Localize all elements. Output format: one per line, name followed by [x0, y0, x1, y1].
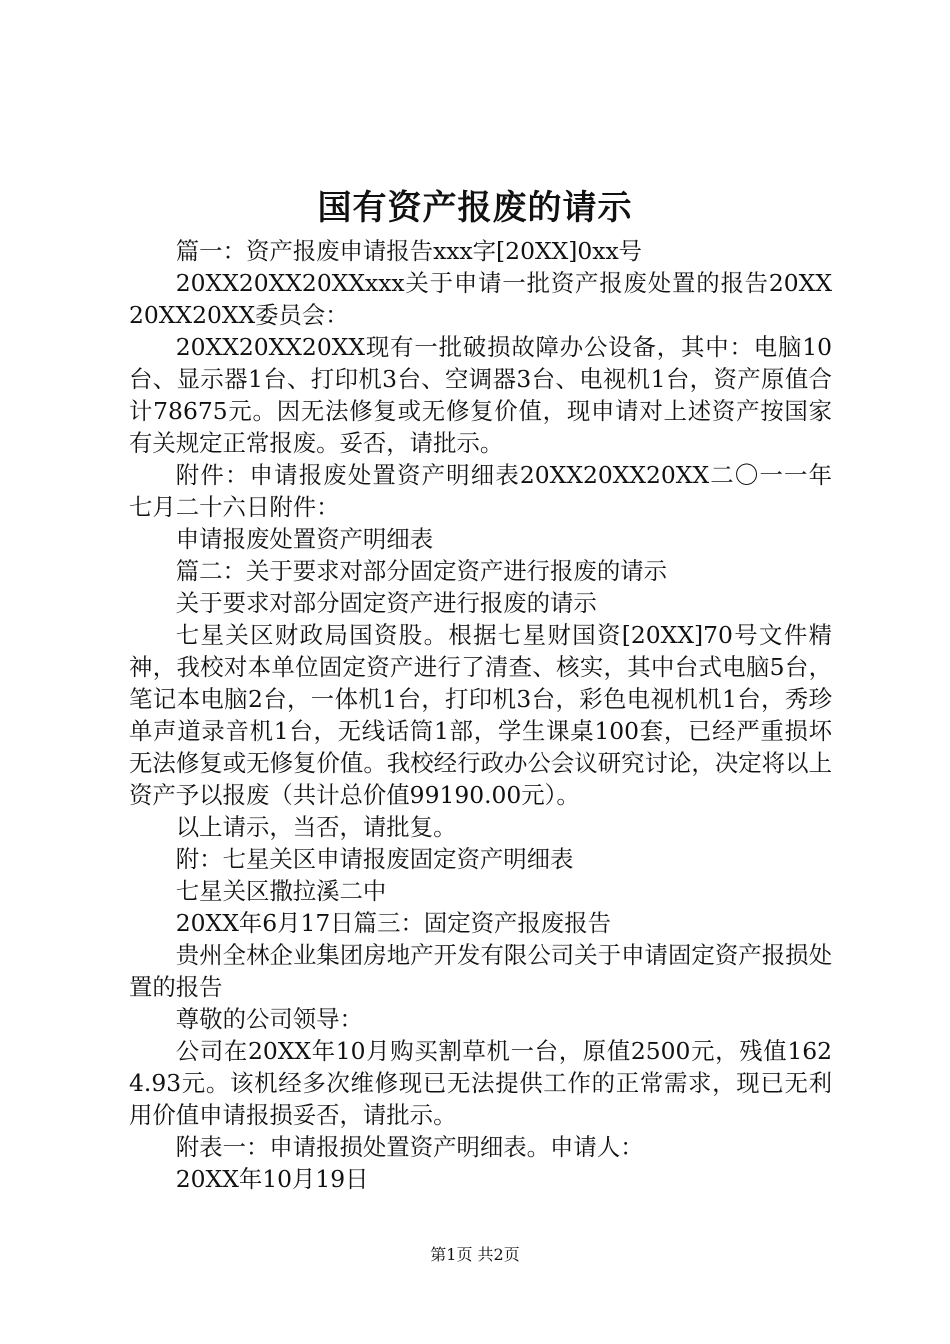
document-title: 国有资产报废的请示	[317, 188, 633, 228]
paragraph: 篇一：资产报废申请报告xxx字[20XX]0xx号	[175, 237, 643, 265]
paragraph: 附表一：申请报损处置资产明细表。申请人：	[175, 1133, 644, 1161]
paragraph: 20XX年6月17日篇三：固定资产报废报告	[175, 909, 611, 937]
paragraph: 附：七星关区申请报废固定资产明细表	[175, 845, 574, 873]
paragraph: 篇二：关于要求对部分固定资产进行报废的请示	[175, 557, 667, 585]
paragraph: 贵州全林企业集团房地产开发有限公司关于申请固定资产报损处置的报告	[129, 941, 832, 1001]
paragraph: 公司在20XX年10月购买割草机一台，原值2500元，残值1624.93元。该机经多次维修现已无法提供工作的正常需求，现已无利用价值申请报损妥否，请批示。	[129, 1037, 832, 1129]
document-body	[129, 235, 832, 1195]
paragraph: 尊敬的公司领导：	[175, 1005, 363, 1033]
paragraph: 20XX年10月19日	[175, 1165, 369, 1193]
page-number-footer: 第1页 共2页	[430, 1245, 520, 1264]
paragraph: 附件：申请报废处置资产明细表20XX20XX20XX二〇一一年七月二十六日附件：	[129, 461, 832, 521]
paragraph: 申请报废处置资产明细表	[175, 525, 434, 553]
paragraph: 以上请示，当否，请批复。	[175, 813, 457, 841]
paragraph: 七星关区财政局国资股。根据七星财国资[20XX]70号文件精神，我校对本单位固定资产进行了清查、核实，其中台式电脑5台，笔记本电脑2台，一体机1台，打印机3台，彩色电视机机1台，秀珍单声道录音机1台，无线话筒1部，学生课桌100套，已经严重损坏无法修复或无修复价值。我校经行政办公会议研究讨论，决定将以上资产予以报废（共计总价值99190.00元）。	[129, 621, 832, 809]
paragraph: 20XX20XX20XXxxx关于申请一批资产报废处置的报告20XX20XX20XX委员会：	[129, 269, 832, 329]
paragraph: 20XX20XX20XX现有一批破损故障办公设备，其中：电脑10台、显示器1台、打印机3台、空调器3台、电视机1台，资产原值合计78675元。因无法修复或无修复价值，现申请对上述资产按国家有关规定正常报废。妥否，请批示。	[129, 333, 832, 457]
paragraph: 七星关区撒拉溪二中	[175, 877, 387, 905]
paragraph: 关于要求对部分固定资产进行报废的请示	[175, 589, 597, 617]
